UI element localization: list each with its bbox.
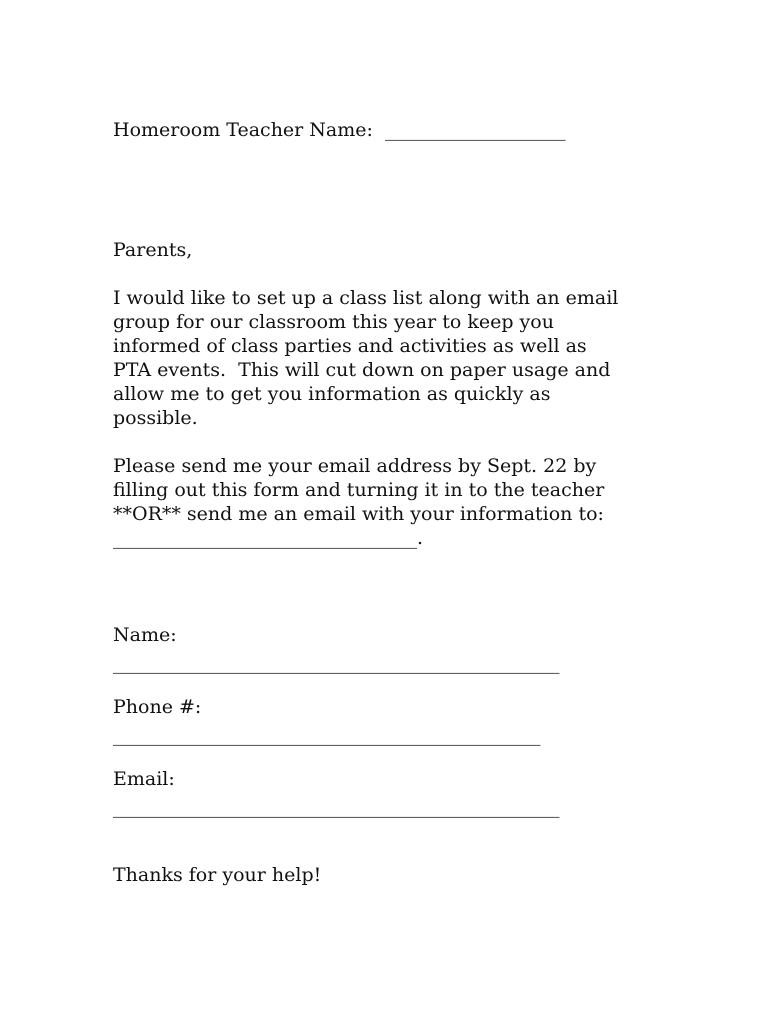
paragraph-line: possible.	[113, 407, 198, 429]
paragraph-line: **OR** send me an email with your information to:	[113, 503, 604, 525]
name-blank-line: _______________________________________________	[113, 652, 560, 674]
paragraph-line: allow me to get you information as quickly as	[113, 383, 551, 405]
paragraph-line: filling out this form and turning it in to the teacher	[113, 479, 605, 501]
paragraph-line: group for our classroom this year to keep you	[113, 311, 554, 333]
email-label: Email:	[113, 768, 175, 790]
email-blank-line: ________________________________.	[113, 527, 424, 549]
paragraph-instructions	[113, 454, 673, 550]
homeroom-teacher-line: Homeroom Teacher Name: ___________________	[113, 119, 566, 141]
closing-thanks: Thanks for your help!	[113, 864, 322, 886]
phone-blank-line: _____________________________________________	[113, 724, 541, 746]
paragraph-line: PTA events. This will cut down on paper usage and	[113, 359, 611, 381]
paragraph-line: informed of class parties and activities as well as	[113, 335, 587, 357]
phone-label: Phone #:	[113, 696, 202, 718]
paragraph-intro	[113, 286, 673, 430]
greeting: Parents,	[113, 239, 193, 261]
paragraph-line: Please send me your email address by Sept. 22 by	[113, 455, 597, 477]
paragraph-line: I would like to set up a class list along with an email	[113, 287, 619, 309]
name-label: Name:	[113, 624, 177, 646]
email-blank-line: _______________________________________________	[113, 796, 560, 818]
